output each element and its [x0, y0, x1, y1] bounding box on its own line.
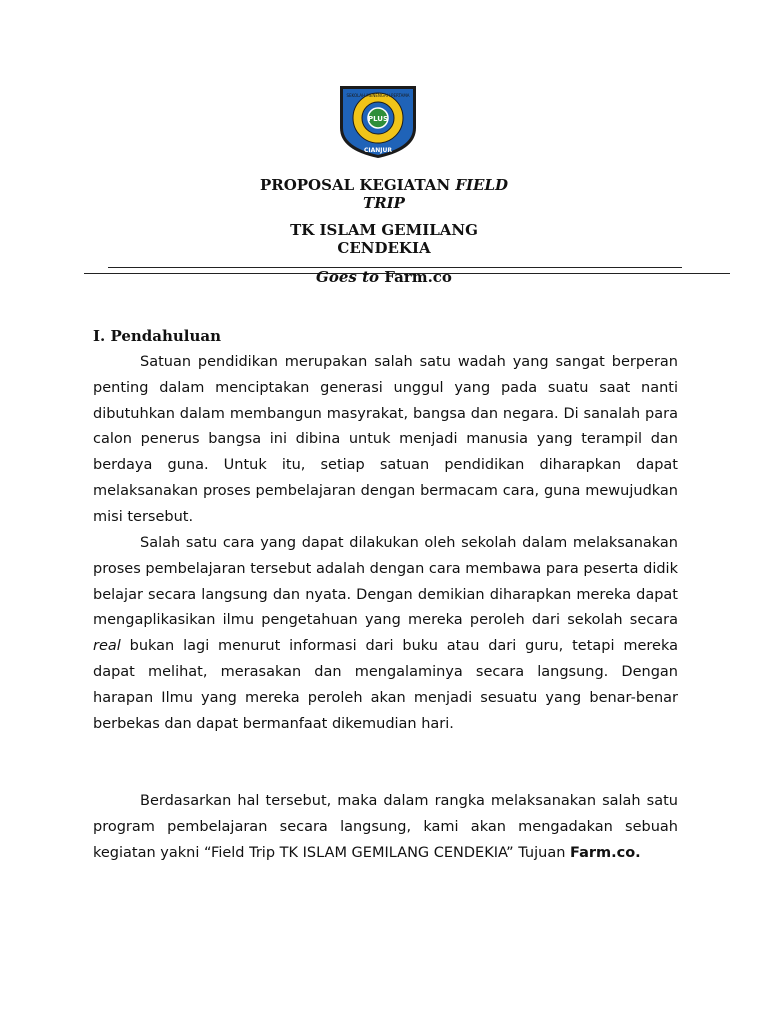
- paragraph-3: [93, 789, 678, 866]
- paragraph-1-text: Satuan pendidikan merupakan salah satu wadah yang sangat berperan penting dalam menciptakan generasi unggul yang pada suatu saat nanti dibutuhkan dalam membangun masyrakat, bangsa dan negara. Di sanalah para calon penerus bangsa ini dibina untuk menjadi manusia yang terampil dan berdaya guna. Untuk itu, setiap satuan pendidikan diharapkan dapat melaksanakan proses pembelajaran dengan bermacam cara, guna mewujudkan misi tersebut.: [93, 354, 678, 525]
- paragraph-2: [93, 531, 678, 737]
- logo-bottom-text: CIANJUR: [363, 147, 393, 154]
- paragraph-2-part-1: Salah satu cara yang dapat dilakukan oleh sekolah dalam melaksanakan proses pembelajaran tersebut adalah dengan cara membawa para peserta didik belajar secara langsung dan nyata. Dengan demikian diharapkan mereka dapat mengaplikasikan ilmu pengetahuan yang mereka peroleh dari sekolah secara: [93, 535, 678, 629]
- destination-name: Farm.co: [384, 268, 452, 286]
- title-part-1: PROPOSAL KEGIATAN: [259, 176, 456, 194]
- paragraph-3-text: [93, 789, 678, 866]
- school-logo: [332, 80, 424, 160]
- paragraph-3-destination: Farm.co.: [570, 844, 641, 861]
- logo-top-text: SEKOLAH MENENGAH PERTAMA: [346, 93, 410, 98]
- goes-to-label: Goes to: [316, 268, 380, 286]
- school-name-line-2: CENDEKIA: [337, 239, 431, 257]
- proposal-title: [0, 176, 768, 212]
- school-name-line-1: TK ISLAM GEMILANG: [290, 221, 478, 239]
- paragraph-2-part-2: bukan lagi menurut informasi dari buku atau dari guru, tetapi mereka dapat melihat, merasakan dan mengalaminya secara langsung. Dengan harapan Ilmu yang mereka peroleh akan menjadi sesuatu yang benar-benar berbekas dan dapat bermanfaat dikemudian hari.: [93, 638, 678, 732]
- paragraph-2-emphasis: real: [93, 638, 121, 655]
- paragraph-3-part-1: Berdasarkan hal tersebut, maka dalam rangka melaksanakan salah satu program pembelajaran secara langsung, kami akan mengadakan sebuah kegiatan yakni “Field Trip TK ISLAM GEMILANG CENDEKIA” Tujuan: [93, 793, 678, 861]
- logo-center-text: PLUS: [367, 115, 389, 123]
- title-part-2: FIELD: [455, 176, 509, 194]
- paragraph-1: [93, 350, 678, 531]
- destination-line: [0, 268, 768, 286]
- title-part-3: TRIP: [363, 194, 405, 212]
- paragraph-2-text: [93, 531, 678, 737]
- school-name: [0, 221, 768, 257]
- section-heading: I. Pendahuluan: [93, 327, 222, 345]
